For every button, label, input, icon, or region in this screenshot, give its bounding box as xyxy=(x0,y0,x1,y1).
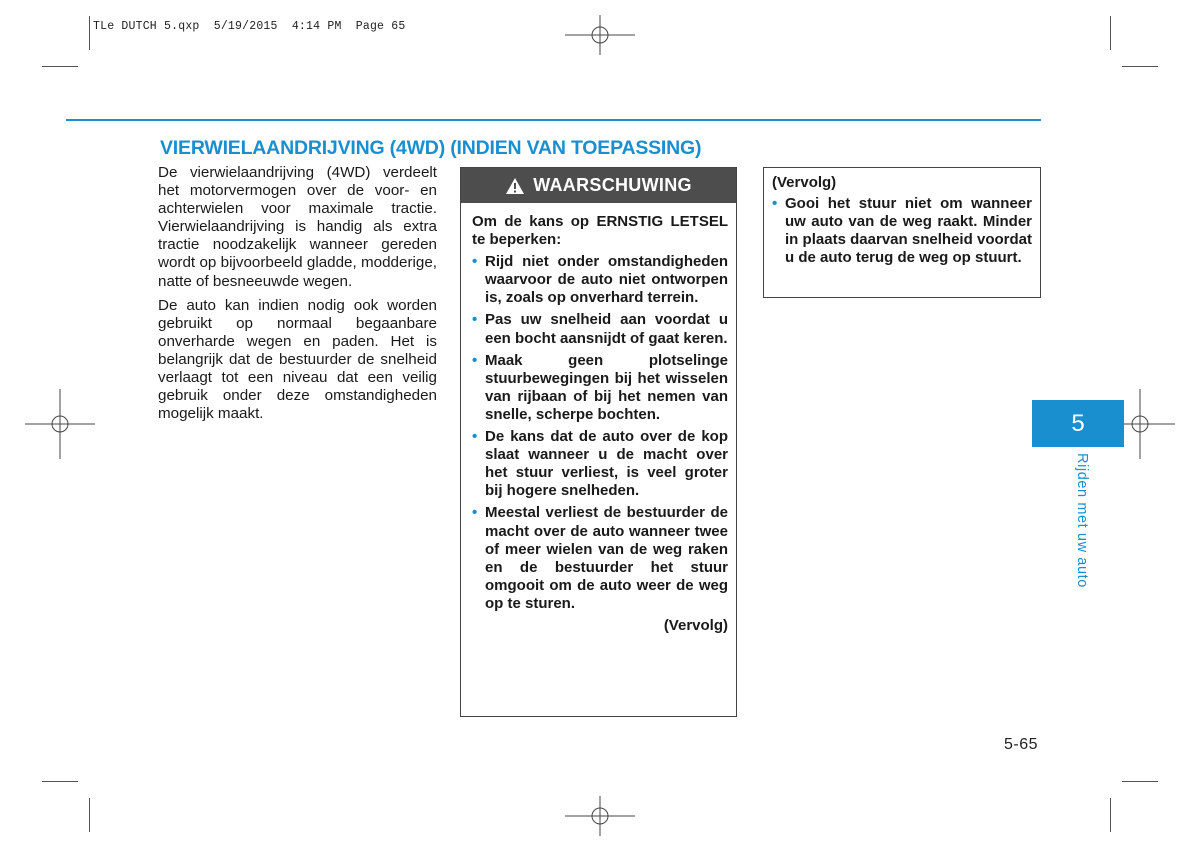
header-rule xyxy=(66,119,1041,121)
body-text xyxy=(158,164,437,429)
continuation-list xyxy=(772,195,1032,267)
continuation-heading: (Vervolg) xyxy=(772,174,837,191)
chapter-label: Rijden met uw auto xyxy=(1074,453,1090,588)
continuation-box xyxy=(763,167,1041,298)
bullet-icon: • xyxy=(472,351,478,369)
crop-mark xyxy=(1122,66,1158,67)
warning-item: • Rijd niet onder omstandigheden waarvoor de auto niet ontworpen is, zoals op onverhard terrein. xyxy=(472,253,728,307)
registration-mark-icon xyxy=(25,389,95,459)
crop-mark xyxy=(89,16,90,50)
crop-mark xyxy=(42,781,78,782)
warning-box xyxy=(460,167,737,717)
chapter-number: 5 xyxy=(1071,409,1085,437)
crop-mark xyxy=(42,66,78,67)
warning-item: • De kans dat de auto over de kop slaat wanneer u de macht over het stuur verliest, is veel groter bij hogere snelheden. xyxy=(472,428,728,500)
bullet-icon: • xyxy=(472,428,478,446)
crop-mark xyxy=(1110,16,1111,50)
warning-triangle-icon xyxy=(505,177,525,195)
warning-item: • Maak geen plotselinge stuurbewegingen bij het wisselen van rijbaan of bij het nemen van snelle, scherpe bochten. xyxy=(472,351,728,423)
warning-item: • Meestal verliest de bestuurder de macht over de auto wanneer twee of meer wielen van de weg raken en de bestuurder het stuur omgooit om de auto weer de weg op te sturen. xyxy=(472,504,728,612)
warning-list xyxy=(472,253,728,613)
continuation-item: • Gooi het stuur niet om wanneer uw auto van de weg raakt. Minder in plaats daarvan snelheid voordat u de auto terug de weg op stuurt. xyxy=(772,195,1032,267)
continuation-body xyxy=(764,168,1040,267)
bullet-icon: • xyxy=(772,195,778,213)
warning-item: • Pas uw snelheid aan voordat u een bocht aansnijdt of gaat keren. xyxy=(472,311,728,347)
warning-intro: Om de kans op ERNSTIG LETSEL te beperken: xyxy=(472,213,728,249)
bullet-icon: • xyxy=(472,504,478,522)
chapter-tab xyxy=(1032,400,1124,447)
crop-mark xyxy=(89,798,90,832)
warning-body xyxy=(461,203,736,635)
body-paragraph: De vierwielaandrijving (4WD) verdeelt het motorvermogen over de voor- en achterwielen voor maximale tractie. Vierwielaandrijving is handig als extra tractie noodzakelijk wanneer gereden wordt op bijvoorbeeld gladde, modderige, natte of besneeuwde wegen. xyxy=(158,164,437,290)
body-paragraph: De auto kan indien nodig ook worden gebruikt op normaal begaanbare onverharde wegen en paden. Het is belangrijk dat de bestuurder de snelheid verlaagt tot een niveau dat een veilig gebruik onder deze omstandigheden mogelijk maakt. xyxy=(158,296,437,423)
warning-continued: (Vervolg) xyxy=(663,616,728,634)
crop-mark xyxy=(1122,781,1158,782)
warning-header xyxy=(461,168,736,203)
crop-mark xyxy=(1110,798,1111,832)
registration-mark-icon xyxy=(565,0,635,70)
bullet-icon: • xyxy=(472,253,478,271)
page-number: 5-65 xyxy=(1004,736,1039,753)
registration-mark-icon xyxy=(565,781,635,851)
bullet-icon: • xyxy=(472,311,478,329)
print-slug: TLe DUTCH 5.qxp 5/19/2015 4:14 PM Page 65 xyxy=(93,20,406,33)
section-title: VIERWIELAANDRIJVING (4WD) (INDIEN VAN TOEPASSING) xyxy=(160,137,702,159)
warning-title: WAARSCHUWING xyxy=(533,175,692,195)
